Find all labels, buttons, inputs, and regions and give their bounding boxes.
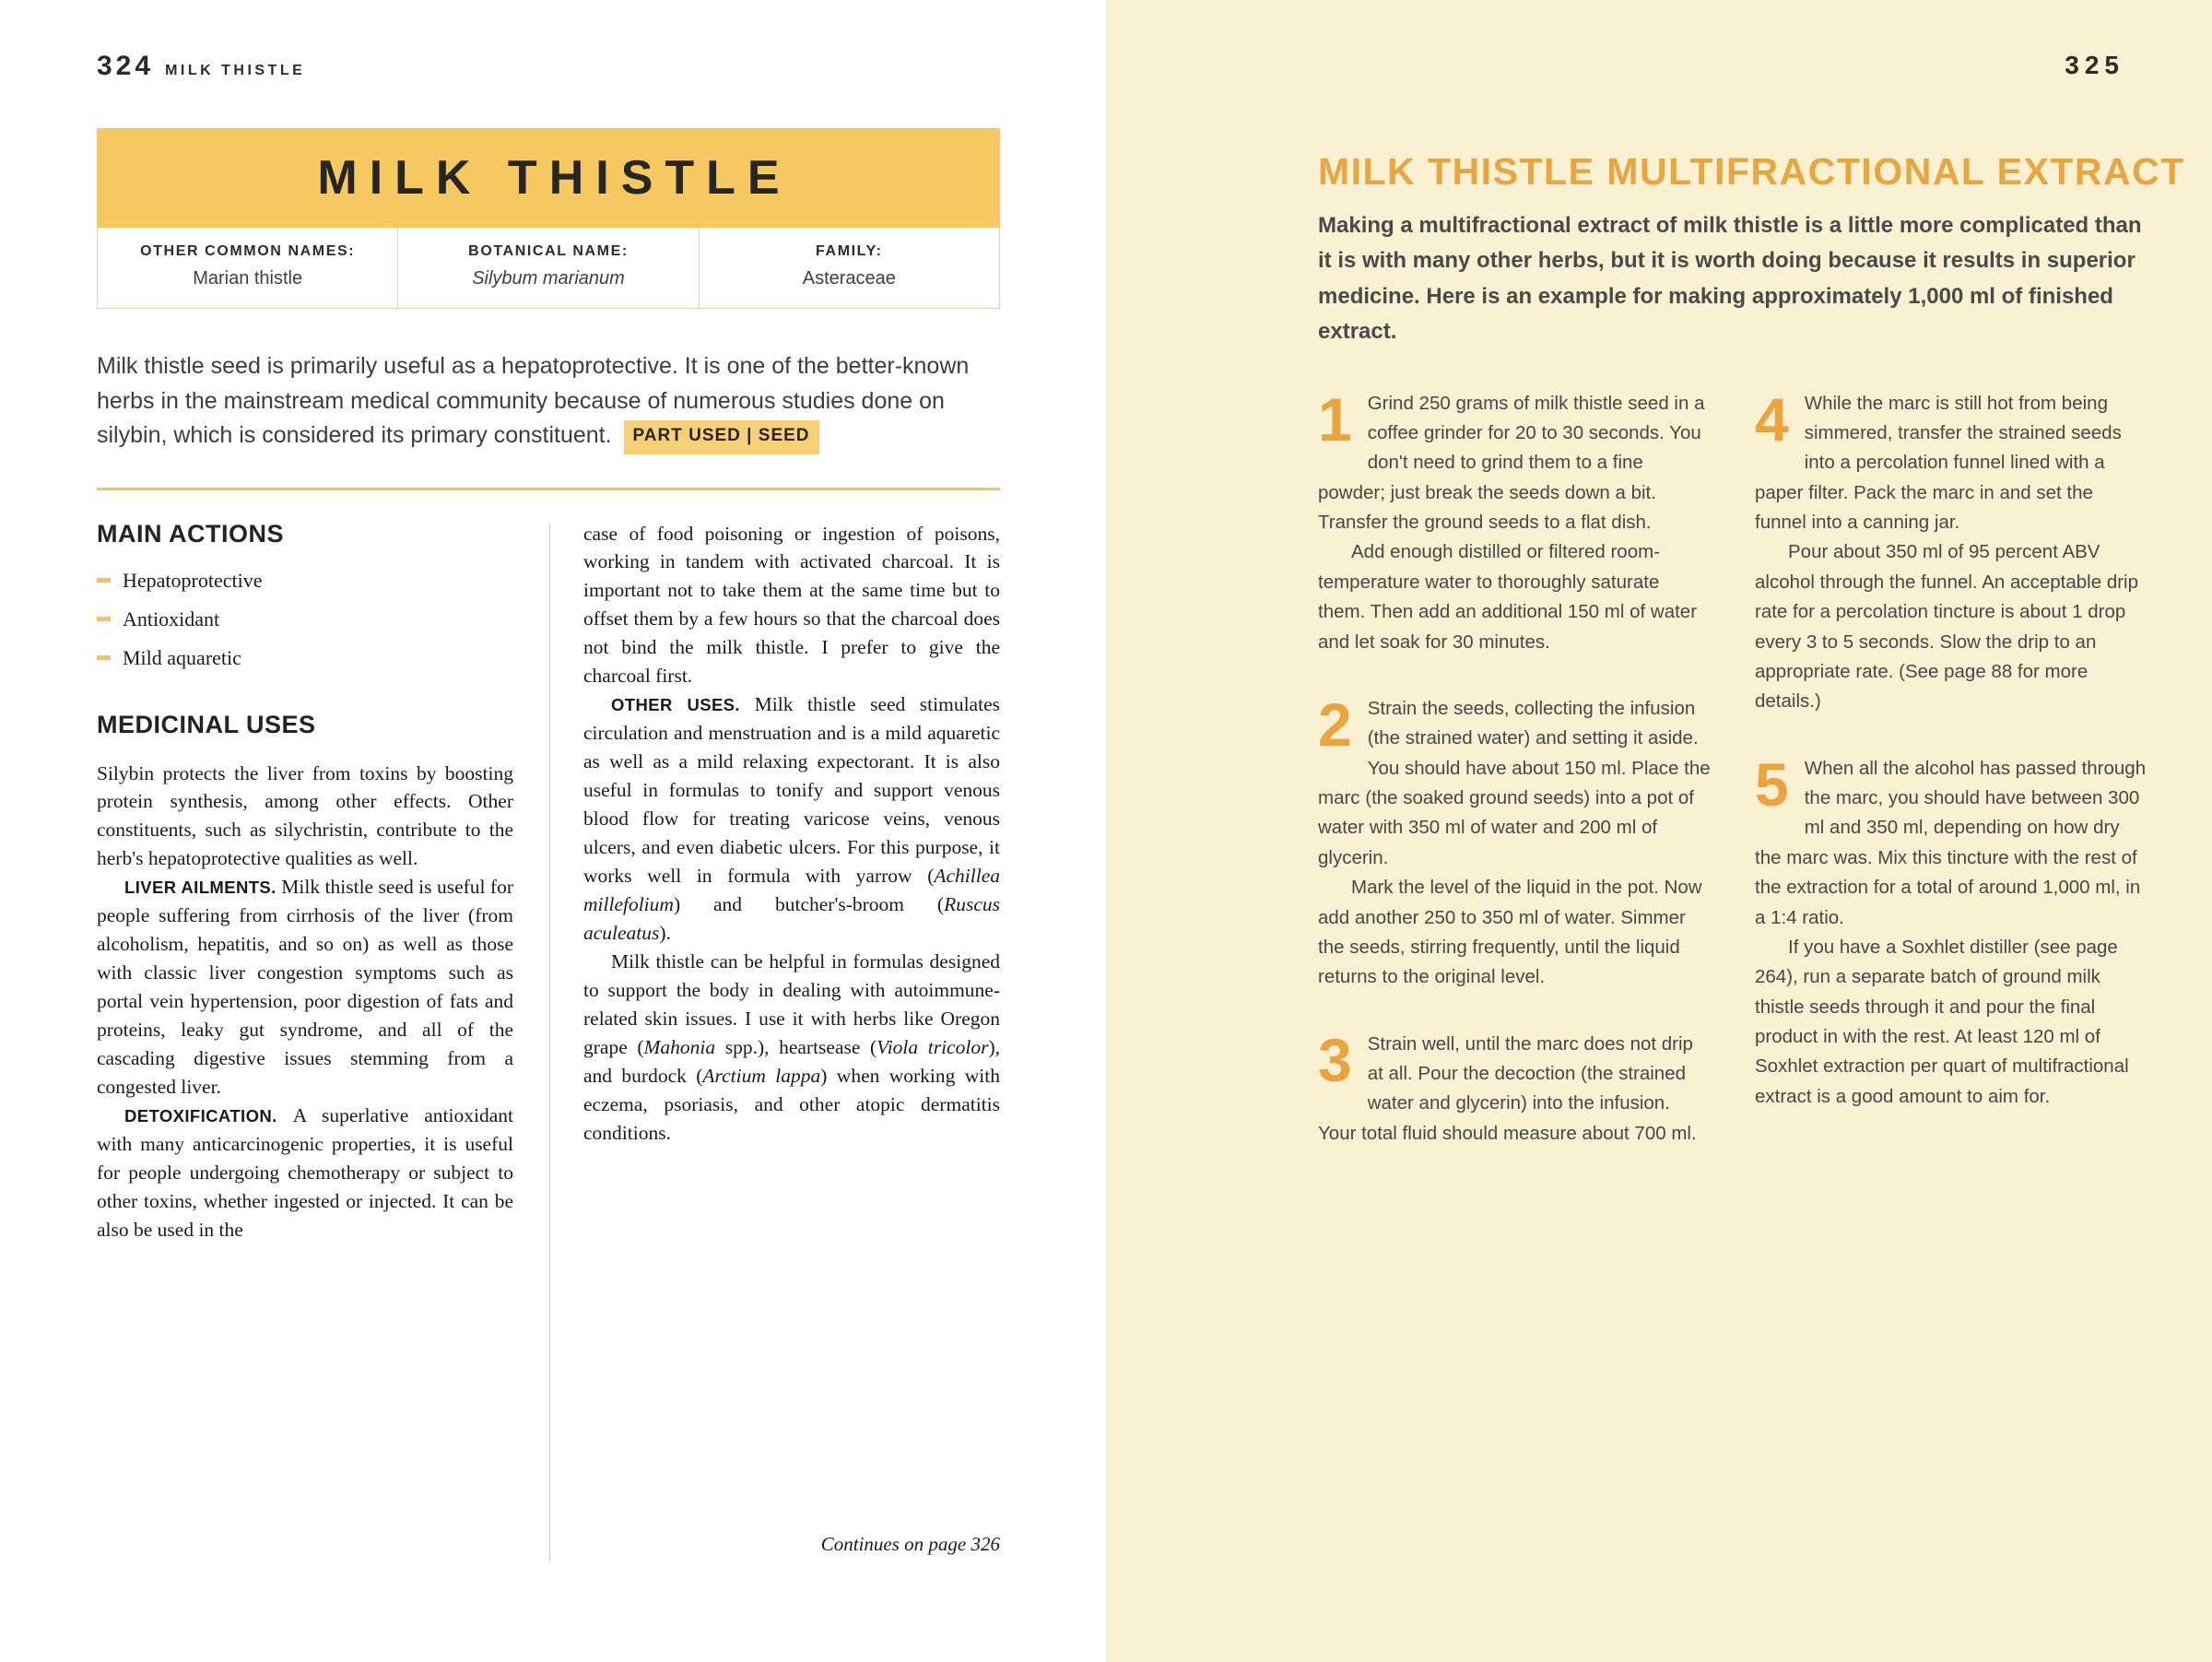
- steps-column-right: [1755, 384, 2147, 1186]
- step-5: [1755, 749, 2147, 1113]
- recipe-title: MILK THISTLE MULTIFRACTIONAL EXTRACT: [1318, 150, 2185, 193]
- text-segment: ) when working with eczema, psoriasis, and other atopic dermatitis conditions.: [583, 1064, 1000, 1144]
- text-segment: Silybin protects the liver from toxins by boosting protein synthesis, among other effects. Other constituents, such as silychristin, contribute to the herb's hepatoprotective qualities as well.: [97, 761, 513, 870]
- text-segment: OTHER USES.: [611, 695, 755, 715]
- step-paragraph: Mark the level of the liquid in the pot. Now add another 250 to 350 ml of water. Simmer the seeds, stirring frequently, until the liquid returns to the original level.: [1318, 877, 1702, 988]
- text-segment: Milk thistle seed is useful for people suffering from cirrhosis of the liver (from alcoholism, hepatitis, and so on) as well as those with classic liver congestion symptoms such as portal vein hypertension, poor digestion of fats and proteins, leaky gut syndrome, and all of the cascading digestive issues stemming from a congested liver.: [97, 876, 513, 1098]
- step-3: [1318, 1025, 1711, 1149]
- text-segment: Milk thistle can be helpful in formulas designed to support the body in dealing with autoimmune-related skin issues. I use it with herbs like Oregon grape (: [583, 949, 1000, 1058]
- steps-column-left: [1318, 384, 1711, 1186]
- action-label: Hepatoprotective: [123, 568, 263, 592]
- text-segment: LIVER AILMENTS.: [124, 878, 282, 898]
- info-table: [97, 228, 1000, 309]
- text-segment: ).: [659, 921, 671, 944]
- info-value: Marian thistle: [193, 268, 303, 289]
- text-segment: Ruscus aculeatus: [583, 892, 1000, 944]
- step-paragraph: When all the alcohol has passed through the marc, you should have between 300 ml and 350 ml, depending on how dry the marc was. Mix this tincture with the rest of the extraction for a total of around 1,000 ml, in a 1:4 ratio.: [1755, 757, 2147, 928]
- part-used-badge: PART USED | SEED: [624, 420, 819, 454]
- text-segment: Milk thistle seed stimulates circulation and menstruation and is a mild aquaretic as well as a mild relaxing expectorant. It is also useful in formulas to tonify and support venous blood flow for treating varicose veins, venous ulcers, and even diabetic ulcers. For this purpose, it works well in formula with yarrow (: [583, 693, 1000, 887]
- column-divider: [549, 524, 550, 1562]
- continues-note: Continues on page 326: [820, 1532, 1000, 1555]
- list-item: [97, 569, 513, 593]
- step-paragraph: Grind 250 grams of milk thistle seed in a coffee grinder for 20 to 30 seconds. You don't need to grind them to a fine powder; just break the seeds down a bit. Transfer the ground seeds to a flat dish.: [1318, 392, 1705, 534]
- step-paragraph: If you have a Soxhlet distiller (see page 264), run a separate batch of ground milk thistle seeds through it and pour the final product in with the rest. At least 120 ml of Soxhlet extraction per quart of multifractional extract is a good amount to aim for.: [1755, 936, 2129, 1107]
- step-paragraph: While the marc is still hot from being simmered, transfer the strained seeds into a percolation funnel lined with a paper filter. Pack the marc in and set the funnel into a canning jar.: [1755, 392, 2122, 534]
- right-column: [583, 520, 1000, 1580]
- body-paragraph: [583, 690, 1000, 948]
- info-label: BOTANICAL NAME:: [468, 243, 629, 259]
- step-paragraph: Strain the seeds, collecting the infusion (the strained water) and setting it aside. You should have about 150 ml. Place the marc (the soaked ground seeds) into a pot of water with 350 ml of water and 200 ml of glycerin.: [1318, 697, 1711, 868]
- info-value: Asteraceae: [802, 268, 896, 289]
- info-label: FAMILY:: [816, 243, 883, 259]
- step-number: 2: [1318, 690, 1352, 759]
- main-actions-list: [97, 569, 513, 670]
- info-cell-family: [699, 228, 999, 308]
- info-cell-botanical-name: [397, 228, 698, 308]
- title-banner: [97, 128, 1000, 228]
- text-segment: Mahonia: [643, 1035, 716, 1058]
- info-value: Silybum marianum: [472, 268, 625, 289]
- running-title: MILK THISTLE: [165, 63, 306, 78]
- two-column-body: [97, 520, 1000, 1580]
- dash-bullet-icon: [97, 655, 111, 660]
- text-segment: ) and butcher's-broom (: [673, 892, 945, 915]
- gold-divider-rule: [97, 488, 1000, 490]
- body-paragraph: [583, 520, 1000, 691]
- body-paragraph: [583, 948, 1000, 1148]
- body-paragraph: [97, 760, 513, 874]
- step-paragraph: Strain well, until the marc does not drip at all. Pour the decoction (the strained water and glycerin) into the infusion. Your total fluid should measure about 700 ml.: [1318, 1032, 1697, 1144]
- list-item: [97, 646, 513, 670]
- action-label: Antioxidant: [123, 607, 220, 631]
- main-actions-heading: MAIN ACTIONS: [97, 519, 284, 548]
- body-paragraph: [97, 873, 513, 1102]
- right-page: [1106, 0, 2212, 1662]
- step-number: 3: [1318, 1025, 1352, 1094]
- banner-title: MILK THISTLE: [317, 151, 792, 205]
- step-2: [1318, 690, 1711, 993]
- text-segment: case of food poisoning or ingestion of poisons, working in tandem with activated charcoal. It is important not to take them at the same time but to offset them by a few hours so that the charcoal does not bind the milk thistle. I prefer to give the charcoal first.: [583, 522, 1000, 688]
- step-number: 4: [1755, 384, 1789, 454]
- text-segment: ), and burdock (: [583, 1035, 1000, 1087]
- step-number: 5: [1755, 749, 1789, 819]
- text-segment: spp.), heartsease (: [715, 1035, 877, 1058]
- info-label: OTHER COMMON NAMES:: [140, 243, 356, 259]
- text-segment: Viola tricolor: [877, 1035, 989, 1058]
- step-1: [1318, 384, 1711, 657]
- left-page-number: 324: [97, 51, 155, 81]
- dash-bullet-icon: [97, 617, 111, 621]
- body-paragraph: [97, 1102, 513, 1244]
- running-head: [97, 51, 1000, 80]
- text-segment: A superlative antioxidant with many anticarcinogenic properties, it is useful for people undergoing chemotherapy or subject to other toxins, whether ingested or injected. It can be also be used in the: [97, 1103, 513, 1241]
- text-segment: Achillea millefolium: [583, 864, 1000, 915]
- left-column: [97, 520, 513, 1580]
- intro-paragraph: [97, 349, 986, 454]
- text-segment: DETOXIFICATION.: [124, 1105, 293, 1126]
- step-number: 1: [1318, 384, 1352, 454]
- dash-bullet-icon: [97, 578, 111, 583]
- step-4: [1755, 384, 2147, 717]
- intro-text: Milk thistle seed is primarily useful as a hepatoprotective. It is one of the better-known herbs in the mainstream medical community because of numerous studies done on silybin, which is considered its primary constituent.: [97, 353, 970, 448]
- step-paragraph: Add enough distilled or filtered room-temperature water to thoroughly saturate them. Then add an additional 150 ml of water and let soak for 30 minutes.: [1318, 541, 1698, 653]
- action-label: Mild aquaretic: [123, 645, 241, 669]
- medicinal-uses-heading: MEDICINAL USES: [97, 710, 316, 738]
- text-segment: Arctium lappa: [702, 1064, 821, 1087]
- steps-columns: [1318, 384, 2147, 1186]
- list-item: [97, 607, 513, 631]
- step-paragraph: Pour about 350 ml of 95 percent ABV alcohol through the funnel. An acceptable drip rate for a percolation tincture is about 1 drop every 3 to 5 seconds. Slow the drip to an appropriate rate. (See page 88 for more details.): [1755, 541, 2138, 713]
- recipe-intro: Making a multifractional extract of milk thistle is a little more complicated than it is with many other herbs, but it is worth doing because it results in superior medicine. Here is an example for making approximately 1,000 ml of finished extract.: [1318, 213, 2142, 345]
- monograph-header: [97, 128, 1000, 309]
- info-cell-common-names: [98, 228, 397, 308]
- right-page-number: 325: [2065, 51, 2124, 79]
